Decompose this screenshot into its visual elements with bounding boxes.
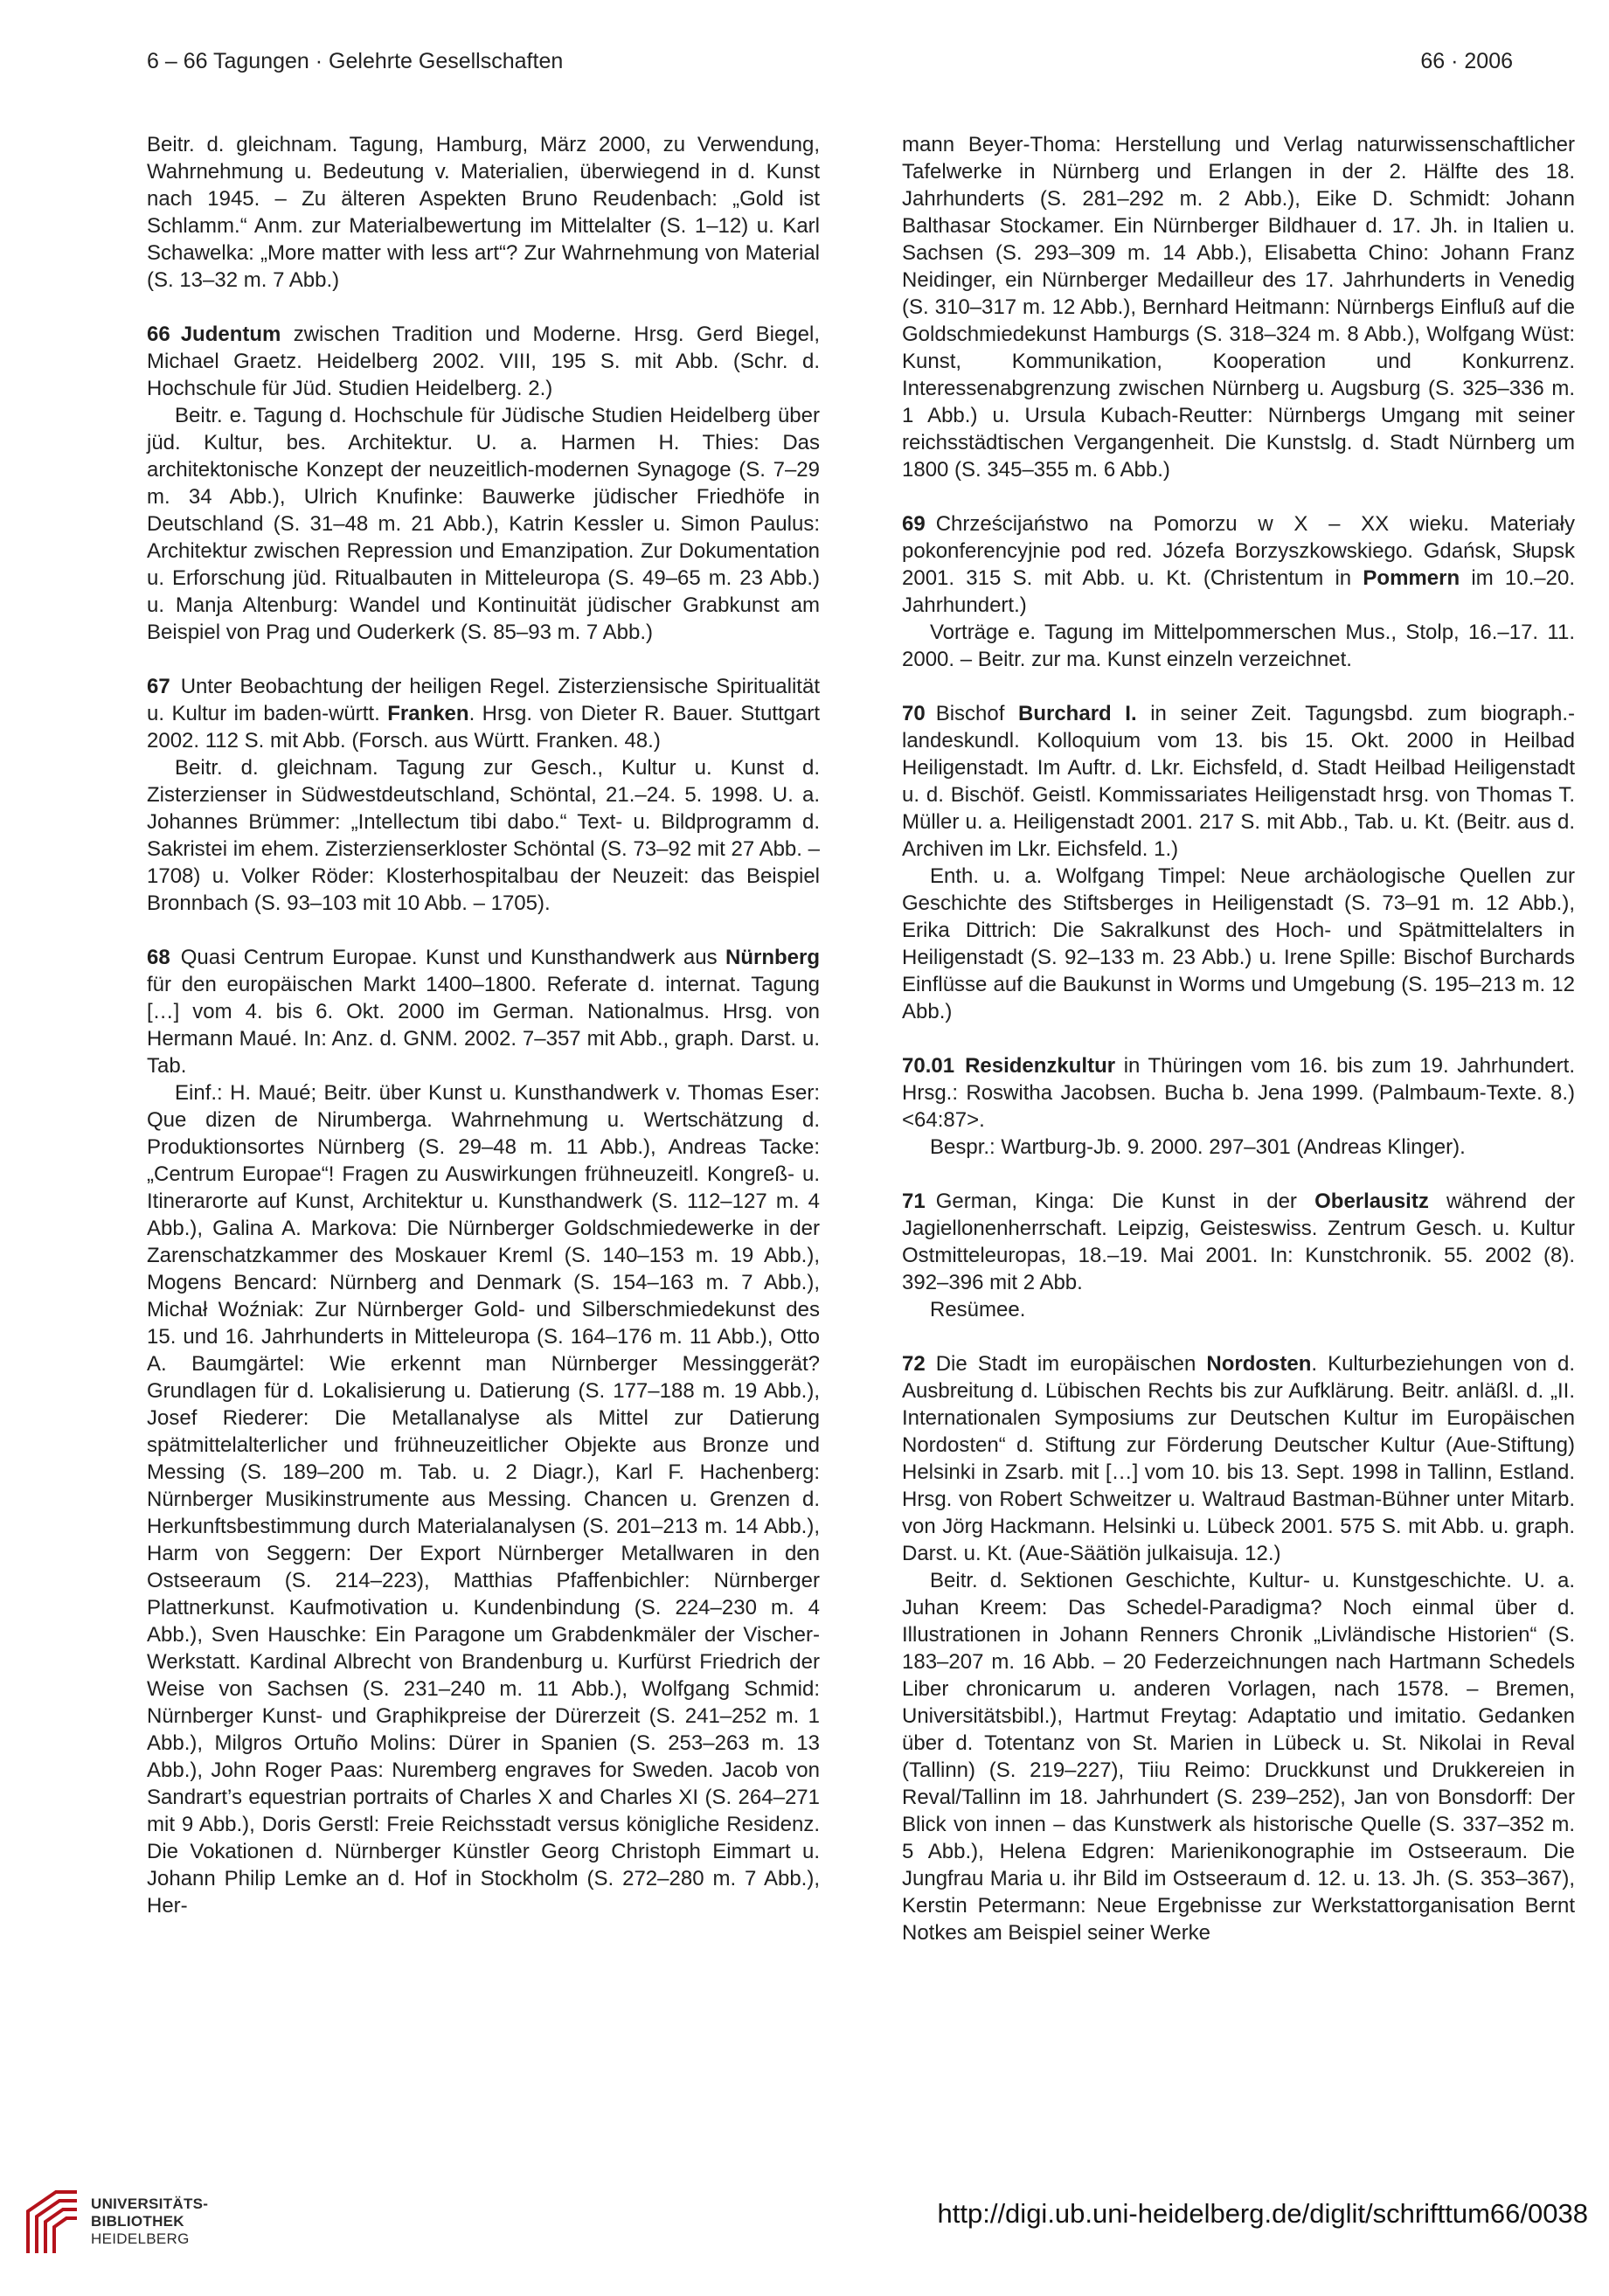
entry-67 [147, 673, 820, 917]
entry-title-post: . Kulturbeziehungen von d. Ausbreitung d. Lübischen Rechts bis zur Aufklärung. Beitr. anläßl. d. „II. Internationalen Symposiums zur Deutschen Kultur im Europäischen Nordosten“ d. Stiftung zur Förderung Deutscher Kultur (Aue-Stiftung) Helsinki in Zsarb. mit […] vom 10. bis 13. Sept. 1998 in Tallinn, Estland. Hrsg. von Robert Schweitzer u. Waltraud Bastman-Bühner unter Mitarb. von Jörg Hackmann. Helsinki u. Lübeck 2001. 575 S. mit Abb. u. graph. Darst. u. Kt. (Aue-Säätiön julkaisuja. 12.) [902, 1352, 1576, 1565]
entry-body: Bespr.: Wartburg-Jb. 9. 2000. 297–301 (Andreas Klinger). [930, 1135, 1466, 1159]
entry-title-post: für den europäischen Markt 1400–1800. Referate d. internat. Tagung […] vom 4. bis 6. Okt. 2000 im German. Nationalmus. Hrsg. von Hermann Maué. In: Anz. d. GNM. 2002. 7–357 mit Abb., graph. Darst. u. Tab. [147, 973, 820, 1078]
library-name-line2: BIBLIOTHEK [91, 2213, 184, 2230]
entry-title-post: im 10.–20. Jahrhundert.) [902, 566, 1575, 617]
entry-body: Einf.: H. Maué; Beitr. über Kunst u. Kunsthandwerk v. Thomas Eser: Que dizen de Nirumberga. Wahrnehmung u. Wertschätzung d. Produktionsortes Nürnberg (S. 29–48 m. 11 Abb.), Andreas Tacke: „Centrum Europae“! Fragen zu Auswirkungen frühneuzeitl. Kongreß- u. Itinerarorte auf Kunst, Architektur u. Kunsthandwerk (S. 112–127 m. 4 Abb.), Galina A. Markova: Die Nürnberger Goldschmiedewerke in der Zarenschatzkammer des Moskauer Kreml (S. 140–153 m. 19 Abb.), Mogens Bencard: Nürnberg and Denmark (S. 154–163 m. 7 Abb.), Michał Woźniak: Zur Nürnberger Gold- und Silberschmiedekunst des 15. und 16. Jahrhunderts in Mitteleuropa (S. 164–176 m. 11 Abb.), Otto A. Baumgärtel: Wie erkennt man Nürnberger Messinggerät? Grundlagen für d. Lokalisierung u. Datierung (S. 177–188 m. 19 Abb.), Josef Riederer: Die Metallanalyse als Mittel zur Datierung spätmittelalterlicher und frühneuzeitlicher Objekte aus Bronze und Messing (S. 189–200 m. Tab. u. 2 Diagr.), Karl F. Hachenberg: Nürnberger Musikinstrumente aus Messing. Chancen u. Grenzen d. Herkunftsbestimmung durch Materialanalysen (S. 201–213 m. 14 Abb.), Harm von Seggern: Der Export Nürnberger Metallwaren in den Ostseeraum (S. 214–223), Matthias Pfaffenbichler: Nürnberger Plattnerkunst. Kaufmotivation u. Kundenbindung (S. 224–230 m. 4 Abb.), Sven Hauschke: Ein Paragone um Grabdenkmäler der Vischer-Werkstatt. Kardinal Albrecht von Brandenburg u. Kurfürst Friedrich der Weise von Sachsen (S. 231–240 m. 11 Abb.), Wolfgang Schmid: Nürnberger Kunst- und Graphikpreise der Dürerzeit (S. 241–252 m. 1 Abb.), Milgros Ortuño Molins: Dürer in Spanien (S. 253–263 m. 13 Abb.), John Roger Paas: Nuremberg engraves for Sweden. Jacob von Sandrart’s equestrian portraits of Charles X and Charles XI (S. 264–271 mit 9 Abb.), Doris Gerstl: Freie Reichsstadt versus königliche Residenz. Die Vokationen d. Nürnberger Künstler Georg Christoph Eimmart u. Johann Philip Lemke an d. Hof in Stockholm (S. 272–280 m. 7 Abb.), Her- [147, 1081, 820, 1918]
entry-71 [902, 1188, 1575, 1323]
entry-keyword: Pommern [1363, 566, 1460, 590]
entry-title: zwischen Tradition und Moderne. Hrsg. Gerd Biegel, Michael Graetz. Heidelberg 2002. VIII, 195 S. mit Abb. (Schr. d. Hochschule für Jüd. Studien Heidelberg. 2.) [147, 323, 821, 400]
header-section-title: 6 – 66 Tagungen · Gelehrte Gesellschaften [147, 49, 564, 73]
entry-body: Beitr. e. Tagung d. Hochschule für Jüdische Studien Heidelberg über jüd. Kultur, bes. Architektur. U. a. Harmen H. Thies: Das architektonische Konzept der neuzeitlich-modernen Synagoge (S. 7–29 m. 34 Abb.), Ulrich Knufinke: Bauwerke jüdischer Friedhöfe in Deutschland (S. 31–48 m. 21 Abb.), Katrin Kessler u. Simon Paulus: Architektur zwischen Repression und Emanzipation. Zur Dokumentation u. Erforschung jüd. Ritualbauten in Mitteleuropa (S. 49–65 m. 23 Abb.) u. Manja Altenburg: Wandel und Kontinuität jüdischer Grabkunst am Beispiel von Prag und Ouderkerk (S. 85–93 m. 7 Abb.) [147, 404, 820, 644]
entry-title-pre: Chrześcijaństwo na Pomorzu w X – XX wieku. Materiały pokonferencyjnie pod red. Józefa Borzyszkowskiego. Gdańsk, Słupsk 2001. 315 S. mit Abb. u. Kt. (Christentum in [902, 512, 1575, 590]
library-name-line3: HEIDELBERG [91, 2230, 190, 2247]
footer [0, 2159, 1609, 2296]
entry-number: 68 [147, 946, 170, 969]
entry-keyword: Burchard I. [1018, 702, 1137, 725]
entry-keyword: Residenzkultur [965, 1054, 1116, 1078]
library-name [91, 2195, 208, 2248]
entry-69 [902, 510, 1575, 673]
entry-keyword: Franken [387, 702, 469, 725]
entry-number: 67 [147, 675, 170, 698]
entry-body: Enth. u. a. Wolfgang Timpel: Neue archäologische Quellen zur Geschichte des Stiftsberges in Heiligenstadt (S. 73–91 m. 12 Abb.), Erika Dittrich: Die Sakralkunst des Hoch- und Spätmittelalters in Heiligenstadt (S. 92–133 m. 23 Abb.) u. Irene Spille: Bischof Burchards Einflüsse auf die Baukunst in Worms und Umgebung (S. 195–213 m. 12 Abb.) [902, 864, 1575, 1023]
entry-body: Vorträge e. Tagung im Mittelpommerschen Mus., Stolp, 16.–17. 11. 2000. – Beitr. zur ma. Kunst einzeln verzeichnet. [902, 621, 1575, 671]
header-volume-year: 66 · 2006 [1420, 49, 1513, 73]
entry-title-pre: Quasi Centrum Europae. Kunst und Kunsthandwerk aus [180, 946, 718, 969]
entry-continuation-left [147, 131, 820, 294]
entry-title-pre: German, Kinga: Die Kunst in der [935, 1190, 1297, 1213]
entry-number: 70 [902, 702, 926, 725]
entry-70-01 [902, 1052, 1575, 1161]
entry-body: Beitr. d. Sektionen Geschichte, Kultur- u. Kunstgeschichte. U. a. Juhan Kreem: Das Schedel-Paradigma? Noch einmal über d. Illustrationen in Johann Renners Chronik „Livländische Historien“ (S. 183–207 m. 16 Abb. – 20 Federzeichnungen nach Hartmann Schedels Liber chronicarum u. anderen Vorlagen, nach 1578. – Bremen, Universitätsbibl.), Hartmut Freytag: Adaptatio und imitatio. Gedanken über d. Totentanz von St. Marien in Lübeck u. St. Nikolai in Reval (Tallinn) (S. 219–227), Tiiu Reimo: Druckkunst und Drukkereien in Reval/Tallinn im 18. Jahrhundert (S. 239–252), Jan von Bonsdorff: Der Blick von innen – das Kunstwerk als historische Quelle (S. 337–352 m. 5 Abb.), Helena Edgren: Marienikonographie im Ostseeraum. Die Jungfrau Maria u. ihr Bild im Ostseeraum d. 12. u. 13. Jh. (S. 353–367), Kerstin Petermann: Neue Ergebnisse zur Werkstattorganisation Bernt Notkes am Beispiel seiner Werke [902, 1569, 1575, 1945]
entry-title-pre: Bischof [935, 702, 1005, 725]
entry-title-pre: Unter Beobachtung der heiligen Regel. Zisterziensische Spiritualität u. Kultur im baden-württ. [147, 675, 820, 725]
entry-number: 69 [902, 512, 926, 536]
entry-keyword: Nürnberg [725, 946, 820, 969]
entry-keyword: Nordosten [1206, 1352, 1312, 1376]
right-column [902, 131, 1575, 1973]
entry-title-pre: Die Stadt im europäischen [935, 1352, 1196, 1376]
left-column [147, 131, 820, 1946]
entry-number: 70.01 [902, 1054, 955, 1078]
entry-text: Beitr. d. gleichnam. Tagung, Hamburg, März 2000, zu Verwendung, Wahrnehmung u. Bedeutung v. Materialien, überwiegend in d. Kunst nach 1945. – Zu älteren Aspekten Bruno Reudenbach: „Gold ist Schlamm.“ Anm. zur Materialbewertung im Mittelalter (S. 1–12) u. Karl Schawelka: „More matter with less art“? Zur Wahrnehmung von Material (S. 13–32 m. 7 Abb.) [147, 133, 820, 292]
entry-text: mann Beyer-Thoma: Herstellung und Verlag naturwissenschaftlicher Tafelwerke in Nürnberg und Erlangen in der 2. Hälfte des 18. Jahrhunderts (S. 281–292 m. 2 Abb.), Eike D. Schmidt: Johann Balthasar Stockamer. Ein Nürnberger Bildhauer d. 17. Jh. in Italien u. Sachsen (S. 293–309 m. 14 Abb.), Elisabetta Chino: Johann Franz Neidinger, ein Nürnberger Medailleur des 17. Jahrhunderts in Venedig (S. 310–317 m. 12 Abb.), Bernhard Heitmann: Nürnbergs Einfluß auf die Goldschmiedekunst Hamburgs (S. 318–324 m. 8 Abb.), Wolfgang Wüst: Kunst, Kommunikation, Kooperation und Konkurrenz. Interessenabgrenzung zwischen Nürnberg u. Augsburg (S. 325–336 m. 1 Abb.) u. Ursula Kubach-Reutter: Nürnbergs Umgang mit seiner reichsstädtischen Vergangenheit. Die Kunstslg. d. Stadt Nürnberg um 1800 (S. 345–355 m. 6 Abb.) [902, 133, 1575, 482]
entry-body: Resümee. [930, 1298, 1026, 1321]
entry-number: 66 [147, 323, 170, 346]
ub-heidelberg-logo-icon [19, 2185, 84, 2260]
entry-body: Beitr. d. gleichnam. Tagung zur Gesch., Kultur u. Kunst d. Zisterzienser in Südwestdeutschland, Schöntal, 21.–24. 5. 1998. U. a. Johannes Brümmer: „Intellectum tibi dabo.“ Text- u. Bildprogramm d. Sakristei im ehem. Zisterzienserkloster Schöntal (S. 73–92 mit 27 Abb. – 1708) u. Volker Röder: Klosterhospitalbau der Neuzeit: das Beispiel Bronnbach (S. 93–103 mit 10 Abb. – 1705). [147, 756, 820, 915]
entry-title-post: in Thüringen vom 16. bis zum 19. Jahrhundert. Hrsg.: Roswitha Jacobsen. Bucha b. Jena 1999. (Palmbaum-Texte. 8.) <64:87>. [902, 1054, 1575, 1132]
entry-number: 71 [902, 1190, 926, 1213]
entry-continuation-right [902, 131, 1575, 483]
source-url[interactable]: http://digi.ub.uni-heidelberg.de/diglit/schrifttum66/0038 [937, 2198, 1588, 2229]
entry-title-post: . Hrsg. von Dieter R. Bauer. Stuttgart 2002. 112 S. mit Abb. (Forsch. aus Württ. Franken. 48.) [147, 702, 820, 753]
entry-title-post: während der Jagiellonenherrschaft. Leipzig, Geisteswiss. Zentrum Gesch. u. Kultur Ostmitteleuropas, 18.–19. Mai 2001. In: Kunstchronik. 55. 2002 (8). 392–396 mit 2 Abb. [902, 1190, 1576, 1294]
entry-title-post: in seiner Zeit. Tagungsbd. zum biograph.-landeskundl. Kolloquium vom 13. bis 15. Okt. 2000 in Heilbad Heiligenstadt. Im Auftr. d. Lkr. Eichsfeld, d. Stadt Heilbad Heiligenstadt u. d. Bischöf. Geistl. Kommissariates Heiligenstadt hrsg. von Thomas T. Müller u. a. Heiligenstadt 2001. 217 S. mit Abb., Tab. u. Kt. (Beitr. aus d. Archiven im Lkr. Eichsfeld. 1.) [902, 702, 1575, 861]
entry-keyword: Oberlausitz [1314, 1190, 1429, 1213]
entry-70 [902, 700, 1575, 1025]
library-name-line1: UNIVERSITÄTS- [91, 2195, 209, 2212]
entry-68 [147, 944, 820, 1919]
entry-72 [902, 1350, 1575, 1946]
entry-number: 72 [902, 1352, 926, 1376]
entry-66 [147, 321, 820, 646]
entry-keyword: Judentum [180, 323, 281, 346]
